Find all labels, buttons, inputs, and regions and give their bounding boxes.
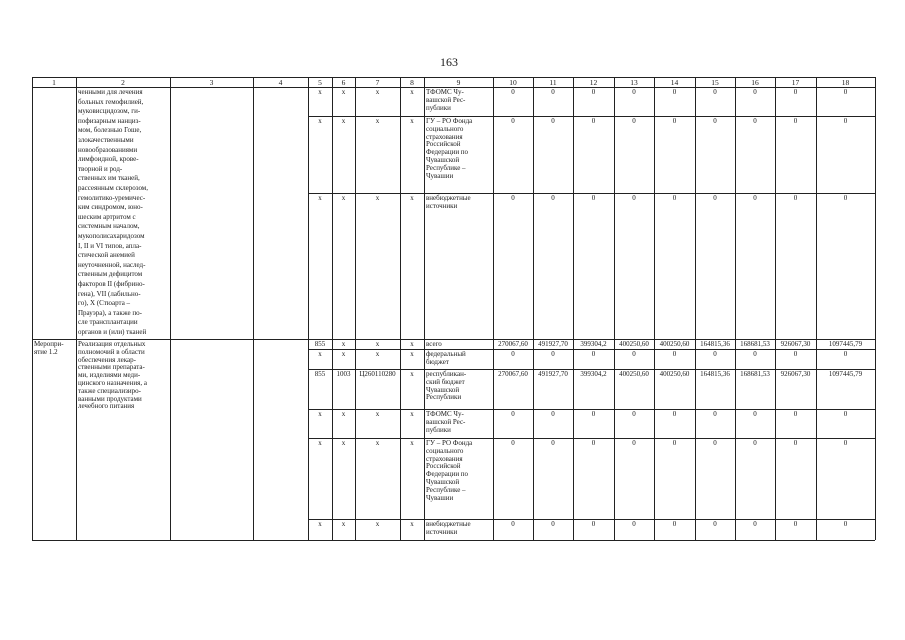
column-rule: [424, 77, 425, 540]
code-cell: x: [375, 350, 380, 358]
amount-cell: 0: [591, 350, 596, 358]
funding-source-line: Чувашии: [426, 493, 454, 502]
funding-source-line: ГУ – РО Фонда: [426, 439, 473, 447]
amount-cell: 0: [713, 350, 717, 358]
activity-description-line: мукополисахаридозом: [78, 232, 145, 240]
amount-cell: 0: [511, 117, 515, 125]
code-cell: x: [410, 340, 414, 348]
amount-cell: 0: [843, 410, 848, 418]
amount-cell: 0: [591, 439, 596, 447]
column-rule: [695, 77, 696, 540]
column-rule: [308, 77, 309, 540]
funding-source-line: источники: [426, 201, 458, 210]
amount-cell: 0: [843, 194, 848, 202]
column-rule: [875, 77, 876, 540]
amount-cell: 0: [591, 194, 596, 202]
activity-description-line: ким синдромом, юно-: [78, 203, 143, 212]
code-cell: x: [341, 194, 346, 202]
activity-description-line: сле трансплантации: [78, 318, 138, 327]
amount-cell: 0: [793, 439, 798, 447]
code-cell: x: [375, 520, 380, 528]
code-cell: x: [341, 340, 346, 348]
activity-description-line: I, II и VI типов, апла-: [78, 241, 142, 250]
code-cell: x: [341, 117, 346, 125]
code-cell: x: [410, 439, 414, 447]
activity-description-line: органов и (или) тканей: [78, 328, 147, 336]
column-rule: [735, 77, 736, 540]
amount-cell: 0: [551, 410, 555, 418]
funding-source-line: Федерации по: [426, 470, 469, 479]
amount-cell: 0: [672, 88, 677, 96]
amount-cell: 399304,2: [580, 340, 607, 348]
amount-cell: 399304,2: [580, 370, 607, 378]
column-rule: [533, 77, 534, 540]
column-rule: [493, 77, 494, 540]
activity-description-line: ственными препарата-: [78, 363, 145, 372]
header-cell: 10: [509, 78, 517, 87]
amount-cell: 0: [672, 520, 677, 528]
activity-description-line: шеским артритом с: [78, 212, 136, 221]
amount-cell: 0: [511, 350, 515, 358]
activity-description-line: обеспечения лекар-: [78, 355, 136, 364]
header-cell: 16: [751, 78, 759, 87]
code-cell: x: [410, 194, 414, 202]
amount-cell: 0: [753, 350, 757, 358]
funding-source-line: всего: [426, 340, 442, 348]
code-cell: x: [375, 117, 380, 125]
header-cell: 5: [318, 78, 322, 87]
funding-source-line: федеральный: [426, 350, 466, 358]
amount-cell: 0: [591, 88, 596, 96]
funding-source-line: Чувашской: [426, 478, 460, 486]
funding-source-line: Республике –: [426, 163, 466, 172]
code-cell: x: [318, 350, 322, 358]
code-cell: x: [410, 350, 414, 358]
column-rule: [32, 77, 33, 540]
amount-cell: 0: [632, 520, 636, 528]
funding-source-line: ТФОМС Чу-: [426, 88, 464, 96]
activity-description-line: муковисцидозом, ги-: [78, 107, 141, 116]
amount-cell: 926067,30: [780, 370, 811, 378]
header-cell: 14: [670, 78, 679, 87]
amount-cell: 270067,60: [498, 340, 528, 348]
code-cell: x: [375, 410, 380, 418]
amount-cell: 0: [713, 88, 717, 96]
funding-source-line: республикан-: [426, 370, 467, 378]
amount-cell: 0: [511, 410, 515, 418]
amount-cell: 0: [793, 350, 798, 358]
activity-description-line: ственным дефицитом: [78, 270, 143, 279]
code-cell: 855: [314, 340, 326, 348]
funding-source-line: ТФОМС Чу-: [426, 410, 464, 418]
amount-cell: 0: [672, 194, 677, 202]
column-rule: [573, 77, 574, 540]
header-cell: 15: [711, 78, 719, 87]
funding-source-line: страхования: [426, 454, 463, 463]
amount-cell: 0: [511, 194, 515, 202]
header-cell: 7: [375, 78, 380, 87]
amount-cell: 0: [672, 439, 677, 447]
amount-cell: 400250,60: [659, 340, 690, 348]
amount-cell: 0: [793, 117, 798, 125]
amount-cell: 0: [632, 350, 636, 358]
funding-source-line: бюджет: [426, 357, 449, 366]
column-rule: [654, 77, 655, 540]
activity-description-line: гемолитико-уремичес-: [78, 193, 146, 202]
activity-description-line: больных гемофилией,: [78, 97, 144, 106]
activity-description-line: стической анемией: [78, 251, 135, 260]
amount-cell: 926067,30: [780, 340, 811, 348]
code-cell: x: [375, 194, 380, 202]
code-cell: x: [410, 410, 414, 418]
funding-source-line: Чувашской: [426, 156, 460, 164]
code-cell: x: [341, 410, 346, 418]
header-cell: 6: [341, 78, 346, 87]
amount-cell: 0: [713, 410, 717, 418]
code-cell: x: [341, 439, 346, 447]
amount-cell: 0: [632, 410, 636, 418]
amount-cell: 0: [672, 410, 677, 418]
header-cell: 17: [791, 78, 800, 87]
amount-cell: 0: [793, 194, 798, 202]
amount-cell: 0: [551, 88, 555, 96]
activity-description-line: мом, болезнью Гоше,: [78, 126, 142, 135]
activity-description-line: ми, изделиями меди-: [78, 371, 141, 380]
header-cell: 1: [52, 78, 56, 87]
amount-cell: 0: [672, 117, 677, 125]
activity-label-line: Меропри-: [34, 340, 64, 348]
funding-source-line: социального: [426, 446, 464, 455]
page-number: 163: [440, 55, 458, 69]
code-cell: x: [375, 439, 380, 447]
amount-cell: 491927,70: [538, 340, 568, 348]
activity-description-line: также специализиро-: [78, 386, 141, 395]
amount-cell: 0: [511, 439, 515, 447]
column-rule: [332, 77, 333, 540]
code-cell: x: [341, 88, 346, 96]
amount-cell: 1097445,79: [828, 340, 863, 348]
code-cell: x: [318, 410, 322, 418]
header-cell: 18: [841, 78, 850, 87]
amount-cell: 0: [551, 194, 555, 202]
amount-cell: 0: [551, 439, 555, 447]
funding-source-line: внебюджетные: [426, 194, 471, 202]
amount-cell: 0: [843, 520, 848, 528]
activity-description-line: цинского назначения, а: [78, 379, 147, 387]
activity-description-line: полномочий в области: [78, 347, 145, 356]
code-cell: x: [410, 520, 414, 528]
amount-cell: 0: [753, 410, 757, 418]
header-cell: 4: [278, 78, 283, 87]
code-cell: x: [318, 117, 322, 125]
code-cell: 1003: [336, 370, 351, 378]
activity-description-line: лимфоидной, крове-: [78, 155, 139, 164]
amount-cell: 0: [793, 520, 798, 528]
amount-cell: 400250,60: [659, 370, 690, 378]
column-rule: [400, 77, 401, 540]
code-cell: x: [375, 340, 380, 348]
amount-cell: 491927,70: [538, 370, 568, 378]
funding-source-line: внебюджетные: [426, 520, 471, 528]
amount-cell: 0: [753, 194, 757, 202]
amount-cell: 0: [632, 117, 636, 125]
code-cell: x: [375, 88, 380, 96]
code-cell: x: [410, 370, 414, 378]
amount-cell: 0: [713, 439, 717, 447]
header-cell: 3: [209, 78, 214, 87]
code-cell: Ц260110280: [359, 370, 396, 378]
column-rule: [775, 77, 776, 540]
funding-source-line: Российской: [426, 462, 461, 471]
funding-source-line: Чувашии: [426, 171, 454, 180]
activity-description-line: Реализация отдельных: [78, 340, 146, 348]
amount-cell: 0: [713, 117, 717, 125]
activity-description-line: лечебного питания: [78, 402, 135, 411]
activity-description-line: ственных им тканей,: [78, 174, 140, 183]
activity-description-line: злокачественными: [78, 136, 134, 144]
amount-cell: 0: [753, 117, 757, 125]
amount-cell: 168681,53: [740, 370, 770, 378]
funding-source-line: Российской: [426, 140, 461, 149]
header-cell: 13: [630, 78, 638, 87]
funding-source-line: Чувашской: [426, 385, 460, 394]
activity-description-line: Прауэра), а также по-: [78, 308, 142, 317]
code-cell: x: [341, 350, 346, 358]
funding-source-line: Республики: [426, 393, 462, 402]
column-rule: [355, 77, 356, 540]
amount-cell: 164815,36: [700, 340, 730, 348]
amount-cell: 0: [713, 194, 717, 202]
activity-description-line: неуточненной, наслед-: [78, 260, 146, 269]
activity-description-line: ванными продуктами: [78, 394, 142, 403]
column-rule: [253, 77, 254, 540]
funding-source-line: вашской Рес-: [426, 95, 466, 104]
amount-cell: 0: [551, 350, 555, 358]
activity-description-line: го), X (Стюарта –: [78, 299, 131, 308]
funding-source-line: публики: [426, 103, 451, 112]
amount-cell: 0: [632, 439, 636, 447]
amount-cell: 0: [632, 194, 636, 202]
funding-source-line: публики: [426, 425, 451, 434]
activity-label-line: ятие 1.2: [34, 347, 58, 356]
amount-cell: 0: [753, 88, 757, 96]
table-bottom-rule: [32, 540, 875, 541]
activity-description-line: ченными для лечения: [78, 88, 143, 96]
funding-source-line: ГУ – РО Фонда: [426, 117, 473, 125]
activity-description-line: системным началом,: [78, 222, 140, 231]
activity-description-line: факторов II (фибрино-: [78, 280, 145, 288]
amount-cell: 0: [753, 520, 757, 528]
activity-description-line: новообразованиями: [78, 145, 138, 154]
amount-cell: 164815,36: [700, 370, 730, 378]
amount-cell: 0: [843, 439, 848, 447]
code-cell: x: [410, 117, 414, 125]
header-cell: 8: [410, 78, 414, 87]
activity-description-line: творной и род-: [78, 164, 123, 173]
amount-cell: 0: [713, 520, 717, 528]
amount-cell: 400250,60: [619, 370, 649, 378]
code-cell: x: [318, 194, 322, 202]
funding-source-line: ский бюджет: [426, 377, 465, 386]
amount-cell: 0: [843, 350, 848, 358]
amount-cell: 0: [793, 88, 798, 96]
column-rule: [614, 77, 615, 540]
column-rule: [76, 77, 77, 540]
code-cell: x: [318, 520, 322, 528]
amount-cell: 0: [843, 117, 848, 125]
column-rule: [816, 77, 817, 540]
activity-description-line: гена), VII (лабильно-: [78, 289, 141, 298]
amount-cell: 0: [511, 88, 515, 96]
amount-cell: 0: [591, 520, 596, 528]
funding-source-line: Республике –: [426, 485, 466, 494]
header-cell: 11: [549, 78, 557, 87]
header-cell: 2: [121, 78, 125, 87]
header-cell: 9: [456, 78, 461, 87]
amount-cell: 0: [511, 520, 515, 528]
funding-source-line: страхования: [426, 132, 463, 141]
amount-cell: 270067,60: [498, 370, 528, 378]
column-rule: [170, 77, 171, 540]
amount-cell: 1097445,79: [828, 370, 863, 378]
funding-source-line: источники: [426, 527, 458, 536]
header-cell: 12: [589, 78, 598, 87]
amount-cell: 400250,60: [619, 340, 649, 348]
amount-cell: 0: [753, 439, 757, 447]
amount-cell: 0: [843, 88, 848, 96]
funding-source-line: Федерации по: [426, 148, 469, 157]
amount-cell: 0: [551, 520, 555, 528]
amount-cell: 0: [551, 117, 555, 125]
amount-cell: 0: [793, 410, 798, 418]
code-cell: x: [318, 88, 322, 96]
amount-cell: 168681,53: [740, 340, 770, 348]
activity-description-line: пофизарным нанциз-: [78, 116, 141, 125]
funding-source-line: социального: [426, 124, 464, 133]
code-cell: x: [410, 88, 414, 96]
amount-cell: 0: [672, 350, 677, 358]
funding-source-line: вашской Рес-: [426, 417, 466, 426]
code-cell: x: [318, 439, 322, 447]
amount-cell: 0: [632, 88, 636, 96]
amount-cell: 0: [591, 410, 596, 418]
amount-cell: 0: [591, 117, 596, 125]
activity-description-line: рассеянным склерозом,: [78, 184, 148, 192]
code-cell: x: [341, 520, 346, 528]
code-cell: 855: [314, 370, 326, 378]
